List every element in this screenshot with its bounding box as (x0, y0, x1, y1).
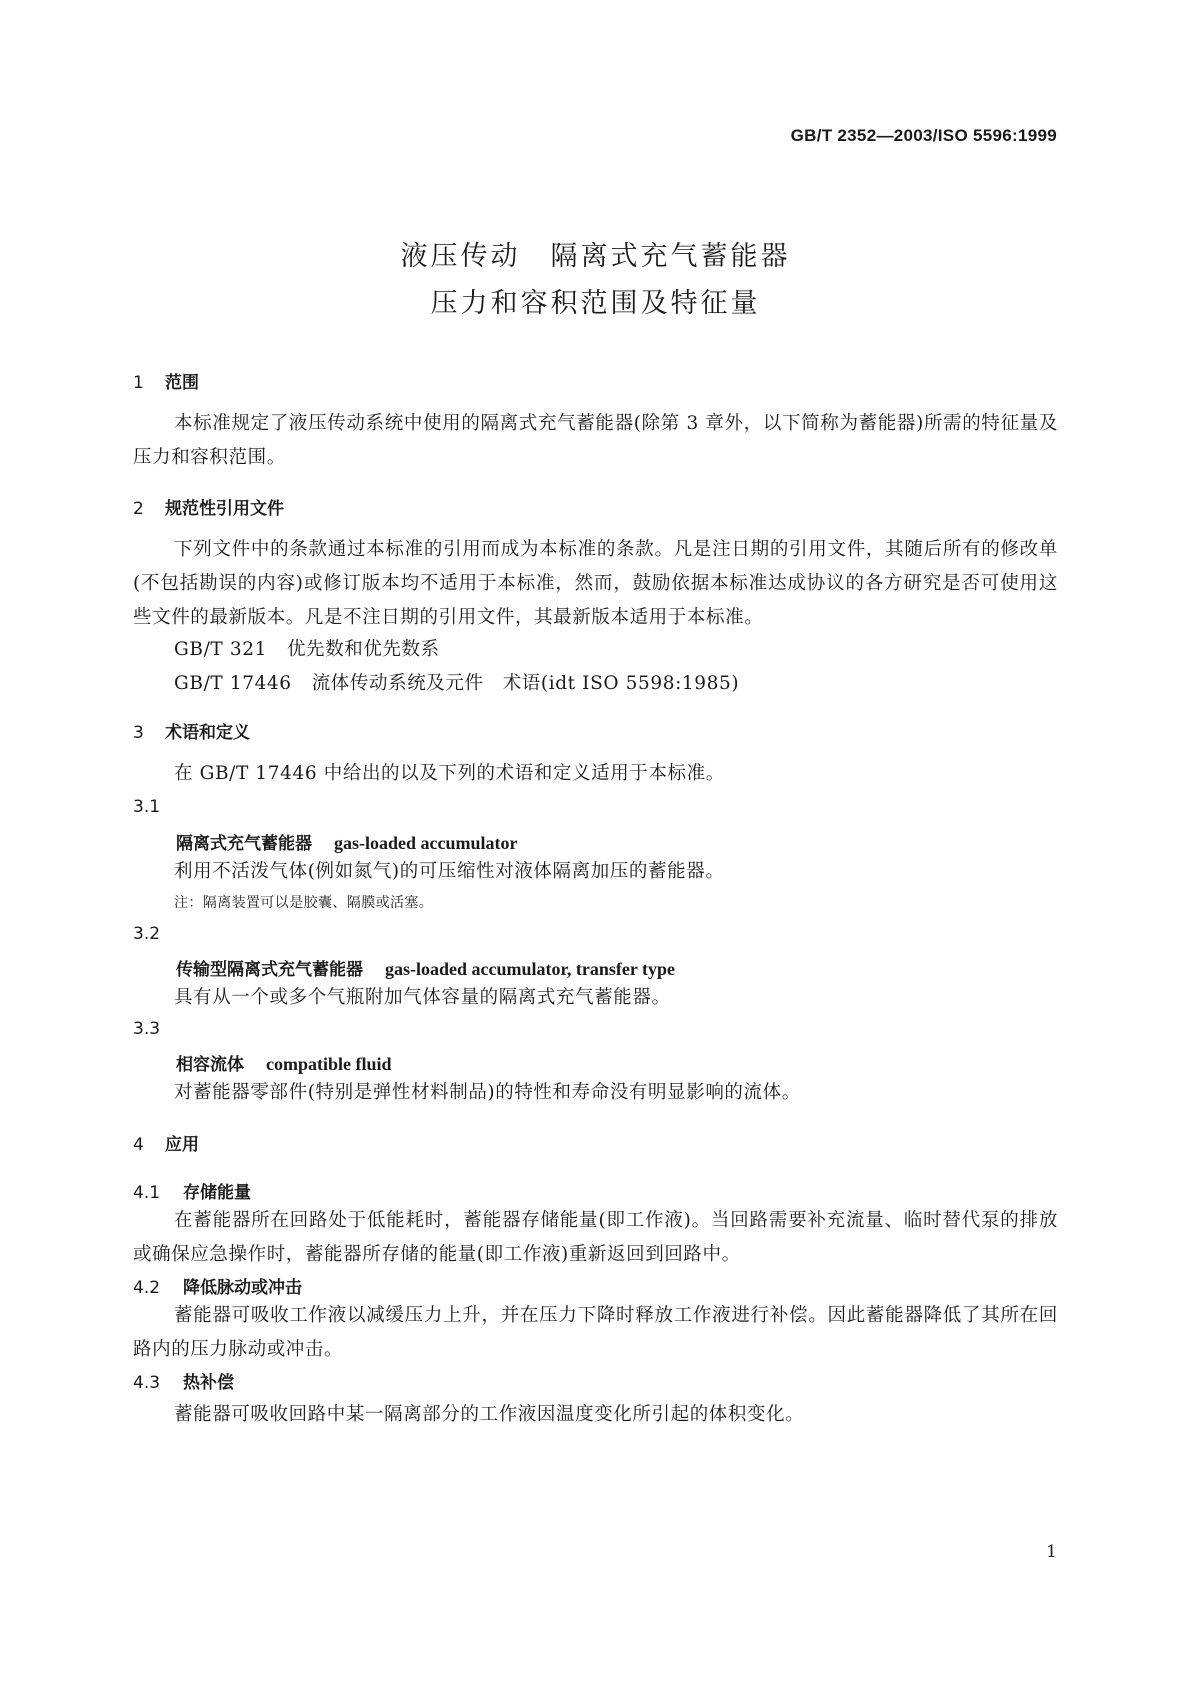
term-zh: 相容流体 (176, 1055, 244, 1075)
title-line-1: 液压传动 隔离式充气蓄能器 (400, 241, 791, 272)
section-4-heading (133, 1130, 199, 1155)
reference-2 (174, 669, 739, 695)
reference-1 (174, 635, 440, 661)
term-3-1-definition: 利用不活泼气体(例如氮气)的可压缩性对液体隔离加压的蓄能器。 (174, 861, 725, 882)
section-number: 2 (133, 499, 144, 519)
subsection-number: 4.2 (133, 1278, 161, 1298)
term-3-1-heading (176, 829, 518, 854)
section-title: 范围 (165, 373, 199, 393)
reference-title: 流体传动系统及元件 术语(idt ISO 5598:1985) (311, 673, 740, 694)
section-number: 4 (133, 1135, 144, 1155)
subsection-title: 存储能量 (183, 1183, 251, 1203)
subsection-4-1-heading (133, 1178, 251, 1203)
term-3-1-number: 3.1 (133, 797, 161, 817)
term-3-1-note: 注：隔离装置可以是胶囊、隔膜或活塞。 (174, 895, 434, 911)
term-en: compatible fluid (266, 1054, 392, 1074)
subsection-number: 4.3 (133, 1373, 161, 1393)
standard-code: GB/T 2352—2003/ISO 5596:1999 (790, 126, 1057, 145)
subsection-number: 4.1 (133, 1183, 161, 1203)
subsection-4-3-paragraph: 蓄能器可吸收回路中某一隔离部分的工作液因温度变化所引起的体积变化。 (174, 1404, 805, 1425)
section-2-heading (133, 494, 284, 519)
reference-code: GB/T 321 (174, 639, 267, 660)
section-title: 规范性引用文件 (165, 499, 284, 519)
subsection-4-3-heading (133, 1368, 234, 1393)
term-zh: 隔离式充气蓄能器 (176, 834, 312, 854)
subsection-title: 降低脉动或冲击 (183, 1278, 302, 1298)
term-3-3-number: 3.3 (133, 1019, 161, 1039)
term-3-2-heading (176, 955, 675, 980)
section-2-paragraph: 下列文件中的条款通过本标准的引用而成为本标准的条款。凡是注日期的引用文件，其随后所有的修改单(不包括勘误的内容)或修订版本均不适用于本标准，然而，鼓励依据本标准达成协议的各方研究是否可使用这些文件的最新版本。凡是不注日期的引用文件，其最新版本适用于本标准。 (133, 539, 1058, 628)
section-1-heading (133, 368, 199, 393)
reference-title: 优先数和优先数系 (286, 639, 440, 660)
section-number: 3 (133, 723, 144, 743)
term-3-2-number: 3.2 (133, 924, 161, 944)
term-en: gas-loaded accumulator (334, 833, 518, 853)
section-number: 1 (133, 373, 144, 393)
subsection-4-1-paragraph: 在蓄能器所在回路处于低能耗时，蓄能器存储能量(即工作液)。当回路需要补充流量、临时替代泵的排放或确保应急操作时，蓄能器所存储的能量(即工作液)重新返回到回路中。 (133, 1210, 1058, 1265)
section-title: 术语和定义 (165, 723, 250, 743)
subsection-4-2-paragraph: 蓄能器可吸收工作液以减缓压力上升，并在压力下降时释放工作液进行补偿。因此蓄能器降低了其所在回路内的压力脉动或冲击。 (133, 1305, 1058, 1360)
reference-code: GB/T 17446 (174, 673, 292, 694)
term-3-2-definition: 具有从一个或多个气瓶附加气体容量的隔离式充气蓄能器。 (174, 987, 671, 1008)
title-line-2: 压力和容积范围及特征量 (430, 288, 761, 319)
page-number: 1 (1046, 1542, 1057, 1562)
subsection-title: 热补偿 (183, 1373, 234, 1393)
term-en: gas-loaded accumulator, transfer type (385, 959, 675, 979)
section-3-paragraph: 在 GB/T 17446 中给出的以及下列的术语和定义适用于本标准。 (174, 763, 725, 784)
section-3-heading (133, 718, 250, 743)
section-1-paragraph: 本标准规定了液压传动系统中使用的隔离式充气蓄能器(除第 3 章外，以下简称为蓄能器)所需的特征量及压力和容积范围。 (133, 413, 1058, 468)
subsection-4-2-heading (133, 1273, 302, 1298)
term-3-3-heading (176, 1050, 392, 1075)
section-title: 应用 (165, 1135, 199, 1155)
term-3-3-definition: 对蓄能器零部件(特别是弹性材料制品)的特性和寿命没有明显影响的流体。 (174, 1082, 801, 1103)
term-zh: 传输型隔离式充气蓄能器 (176, 960, 363, 980)
